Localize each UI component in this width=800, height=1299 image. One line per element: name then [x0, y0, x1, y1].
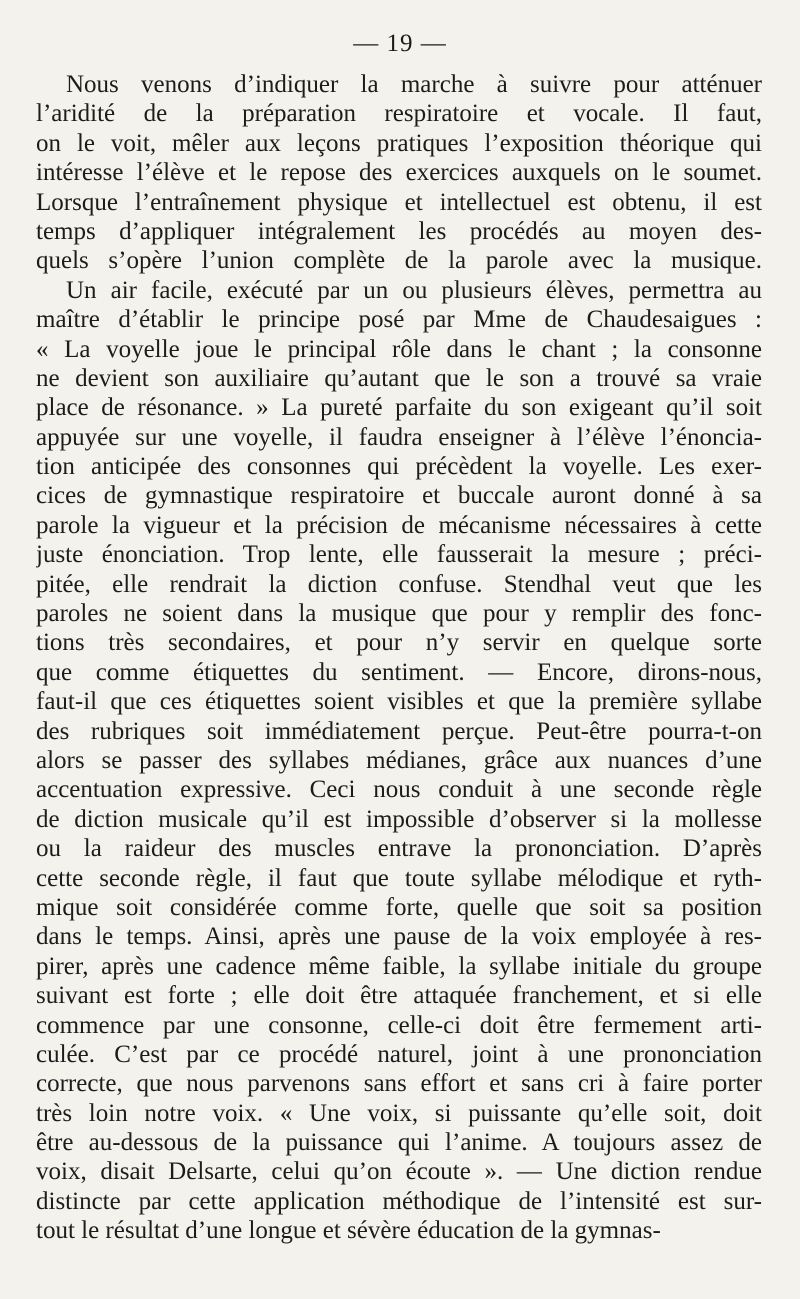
text-line: place de résonance. » La pureté parfaite du son exigeant qu’il soit [36, 394, 762, 422]
page-number: — 19 — [353, 30, 447, 57]
text-line: Un air facile, exécuté par un ou plusieurs élèves, permettra au [66, 276, 762, 304]
text-line: dans le temps. Ainsi, après une pause de la voix employée à res- [36, 923, 762, 951]
text-line: parole la vigueur et la précision de mécanisme nécessaires à cette [36, 511, 762, 539]
text-line: culée. C’est par ce procédé naturel, joint à une prononciation [36, 1040, 762, 1068]
text-line: tions très secondaires, et pour n’y servir en quelque sorte [36, 629, 762, 657]
text-line: suivant est forte ; elle doit être attaquée franchement, et si elle [36, 982, 762, 1010]
text-line: très loin notre voix. « Une voix, si puissante qu’elle soit, doit [36, 1099, 762, 1127]
text-line: correcte, que nous parvenons sans effort et sans cri à faire porter [36, 1070, 762, 1098]
text-line: de diction musicale qu’il est impossible d’observer si la mollesse [36, 805, 762, 833]
text-line: maître d’établir le principe posé par Mme de Chaudesaigues : [36, 306, 762, 334]
text-line: on le voit, mêler aux leçons pratiques l’exposition théorique qui [36, 129, 762, 157]
text-line: cices de gymnastique respiratoire et buccale auront donné à sa [36, 482, 762, 510]
text-line: des rubriques soit immédiatement perçue. Peut-être pourra-t-on [36, 717, 762, 745]
text-line: tion anticipée des consonnes qui précèdent la voyelle. Les exer- [36, 453, 762, 481]
text-line: appuyée sur une voyelle, il faudra enseigner à l’élève l’énoncia- [36, 423, 762, 451]
text-line: tout le résultat d’une longue et sévère éducation de la gymnas- [36, 1217, 661, 1245]
text-line: que comme étiquettes du sentiment. — Encore, dirons-nous, [36, 658, 762, 686]
text-line: ne devient son auxiliaire qu’autant que le son a trouvé sa vraie [36, 364, 762, 392]
text-line: Nous venons d’indiquer la marche à suivre pour atténuer [66, 71, 762, 98]
text-line: cette seconde règle, il faut que toute syllabe mélodique et ryth- [36, 864, 762, 892]
text-line: commence par une consonne, celle-ci doit être fermement arti- [36, 1011, 762, 1039]
text-line: mique soit considérée comme forte, quelle que soit sa position [36, 893, 762, 921]
text-line: ou la raideur des muscles entrave la prononciation. D’après [36, 835, 762, 863]
text-line: temps d’appliquer intégralement les procédés au moyen des- [36, 217, 762, 245]
body-text [36, 70, 762, 1246]
text-line: l’aridité de la préparation respiratoire et vocale. Il faut, [36, 100, 762, 128]
text-line: distincte par cette application méthodique de l’intensité est sur- [36, 1187, 762, 1215]
text-line: pitée, elle rendrait la diction confuse. Stendhal veut que les [36, 570, 762, 598]
text-line: faut-il que ces étiquettes soient visibles et que la première syllabe [36, 688, 762, 716]
text-line: « La voyelle joue le principal rôle dans le chant ; la consonne [36, 335, 762, 363]
text-line: être au-dessous de la puissance qui l’anime. A toujours assez de [36, 1129, 762, 1157]
text-line: alors se passer des syllabes médianes, grâce aux nuances d’une [36, 746, 762, 774]
text-line: accentuation expressive. Ceci nous conduit à une seconde règle [36, 776, 762, 804]
text-line: juste énonciation. Trop lente, elle fausserait la mesure ; préci- [36, 541, 762, 569]
text-line: quels s’opère l’union complète de la parole avec la musique. [36, 247, 762, 275]
text-line: paroles ne soient dans la musique que pour y remplir des fonc- [36, 600, 762, 628]
text-line: intéresse l’élève et le repose des exercices auxquels on le soumet. [36, 159, 762, 187]
text-line: voix, disait Delsarte, celui qu’on écoute ». — Une diction rendue [36, 1158, 762, 1186]
text-line: Lorsque l’entraînement physique et intellectuel est obtenu, il est [36, 188, 762, 216]
text-line: pirer, après une cadence même faible, la syllabe initiale du groupe [36, 952, 762, 980]
